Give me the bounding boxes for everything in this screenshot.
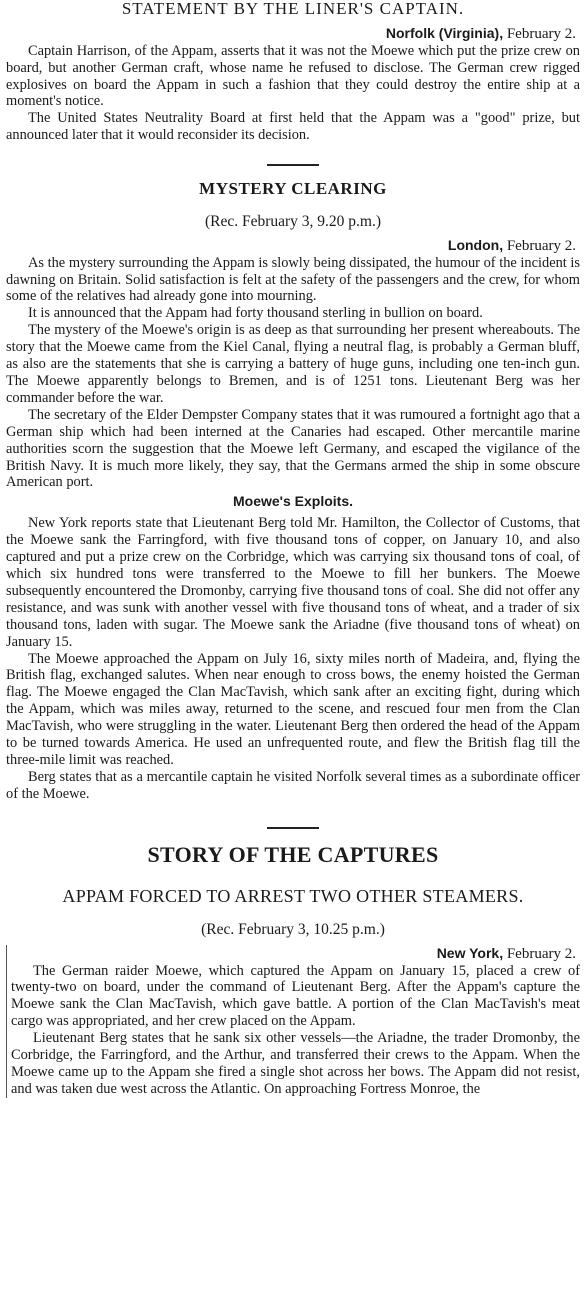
dateline-place: New York, <box>436 944 504 961</box>
divider <box>267 827 319 829</box>
dateline-date: February 2. <box>506 945 576 962</box>
paragraph: The German raider Moewe, which captured the Appam on January 15, placed a crew of twenty-two on board, under the command of Lieutenant Berg. After the Appam's capture the Moewe sank the Clan MacTavish, which gave battle. A portion of the Clan MacTavish's meat cargo was appropriated, and her crew placed on the Appam. <box>11 962 580 1030</box>
dateline-new-york <box>11 945 576 963</box>
paragraph: Berg states that as a mercantile captain he visited Norfolk several times as a subordinate officer of the Moewe. <box>6 768 580 802</box>
dateline-place: London, <box>447 236 504 253</box>
headline-story-of-captures: STORY OF THE CAPTURES <box>147 841 439 867</box>
divider <box>267 164 319 166</box>
section-mystery-clearing <box>6 180 580 803</box>
dateline-date: February 2. <box>506 25 576 42</box>
section-liners-captain <box>6 0 580 144</box>
received-line: (Rec. February 3, 10.25 p.m.) <box>201 920 385 938</box>
dateline-place: Norfolk (Virginia), <box>385 24 504 41</box>
article-body <box>6 945 580 1098</box>
headline-mystery-clearing: MYSTERY CLEARING <box>199 179 387 199</box>
headline-liners-captain: STATEMENT BY THE LINER'S CAPTAIN. <box>121 0 465 18</box>
subhead-moewes-exploits: Moewe's Exploits. <box>232 493 354 510</box>
paragraph: The United States Neutrality Board at first held that the Appam was a "good" prize, but announced later that it would reconsider its decision. <box>6 110 580 144</box>
dateline-date: February 2. <box>506 237 576 254</box>
received-line: (Rec. February 3, 9.20 p.m.) <box>204 212 382 230</box>
dateline-norfolk <box>6 25 576 43</box>
paragraph: It is announced that the Appam had forty thousand sterling in bullion on board. <box>28 305 483 322</box>
paragraph: The Moewe approached the Appam on July 16, sixty miles north of Madeira, and, flying the British flag, exchanged salutes. When near enough to cross bows, the enemy hoisted the German flag. The Moewe engaged the Clan MacTavish, which sank after an exciting fight, during which the Appam, which was miles away, returned to the scene, and rescued four men from the Clan MacTavish, who were struggling in the water. Lieutenant Berg then ordered the head of the Appam to be turned towards America. He used an unfrequented route, and flew the British flag till the three-mile limit was reached. <box>6 650 580 768</box>
paragraph: Lieutenant Berg states that he sank six other vessels—the Ariadne, the trader Dromonby, the Corbridge, the Farringford, and the Arthur, and transferred their crews to the Appam. When the Moewe came up to the Appam she fired a single shot across her bows. The Appam did not resist, and was taken due west across the Atlantic. On approaching Fortress Monroe, the <box>11 1030 580 1097</box>
section-story-of-captures <box>6 843 580 1098</box>
paragraph: New York reports state that Lieutenant Berg told Mr. Hamilton, the Collector of Customs, that the Moewe sank the Farringford, with five thousand tons of copper, on January 10, and also captured and put a prize crew on the Corbridge, which was carrying six thousand tons of coal, of which six hundred tons were transferred to the Moewe to fill her bunkers. The Moewe subsequently encountered the Dromonby, carrying five thousand tons of coal. She did not offer any resistance, and was sunk with another vessel with five thousand tons of wheat, and a trader of six thousand tons, laden with sugar. The Moewe sank the Ariadne (five thousand tons of wheat) on January 15. <box>6 515 580 650</box>
paragraph: As the mystery surrounding the Appam is slowly being dissipated, the humour of the incident is dawning on Britain. Solid satisfaction is felt at the safety of the passengers and the crew, for whom some of the relatives had already gone into mourning. <box>6 254 580 305</box>
subheadline-appam-forced: APPAM FORCED TO ARREST TWO OTHER STEAMERS. <box>62 885 524 906</box>
paragraph: The mystery of the Moewe's origin is as deep as that surrounding her present whereabouts. The story that the Moewe came from the Kiel Canal, flying a neutral flag, is probably a German bluff, as also are the statements that she is carrying a battery of huge guns, including one ten-inch gun. The Moewe apparently belongs to Bremen, and is of 1251 tons. Lieutenant Berg was her commander before the war. <box>6 322 580 406</box>
dateline-london <box>6 237 576 255</box>
paragraph: The secretary of the Elder Dempster Company states that it was rumoured a fortnight ago that a German ship which had been interned at the Canaries had escaped. Other mercantile marine authorities scorn the suggestion that the Moewe left Germany, and escaped the vigilance of the British Navy. It is much more likely, they say, that the Germans armed the ship in some obscure American port. <box>6 406 580 491</box>
paragraph: Captain Harrison, of the Appam, asserts that it was not the Moewe which put the prize crew on board, but another German craft, whose name he refused to disclose. The German crew rigged explosives on board the Appam in such a fashion that they could destroy the entire ship at a moment's notice. <box>6 42 580 110</box>
